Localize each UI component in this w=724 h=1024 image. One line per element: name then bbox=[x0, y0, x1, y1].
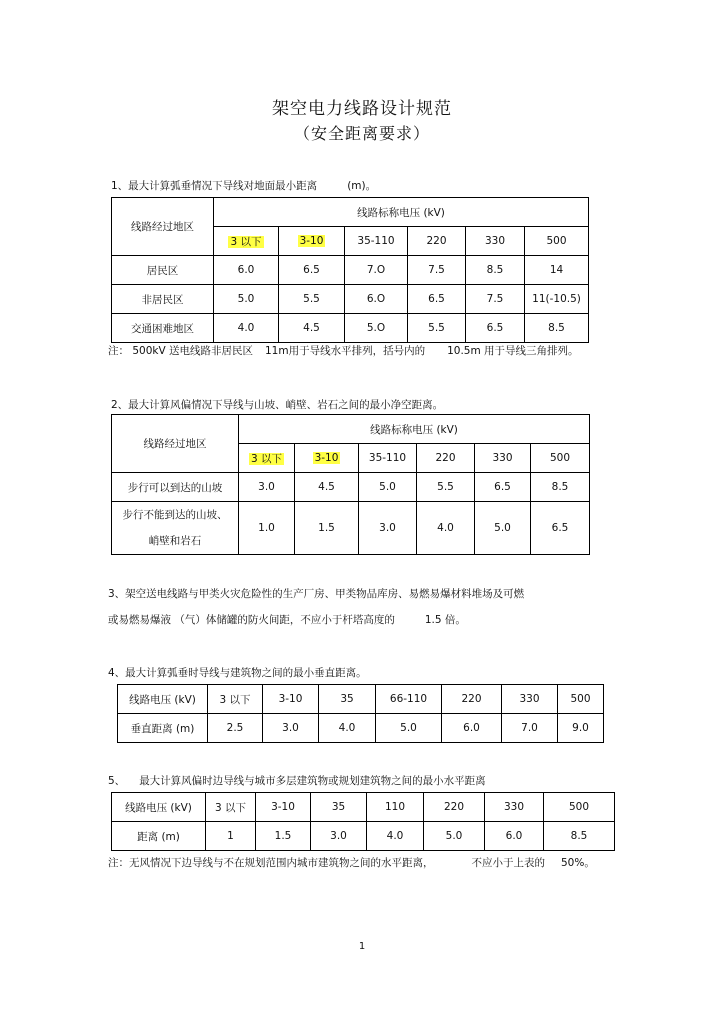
voltage-header: 220 bbox=[442, 685, 502, 714]
cell: 6.0 bbox=[485, 822, 544, 851]
table-row bbox=[112, 502, 590, 555]
voltage-header: 35 bbox=[319, 685, 376, 714]
voltage-header: 500 bbox=[544, 793, 615, 822]
cell: 4.0 bbox=[214, 314, 279, 343]
section5-number: 5、 bbox=[108, 775, 126, 787]
voltage-header: 3 以下 bbox=[208, 685, 263, 714]
voltage-header: 500 bbox=[558, 685, 604, 714]
row-label bbox=[112, 502, 239, 555]
table-row bbox=[112, 256, 589, 285]
table-ground-clearance bbox=[111, 197, 589, 343]
voltage-header: 500 bbox=[525, 227, 589, 256]
section1-heading-text: 1、最大计算弧垂情况下导线对地面最小距离 bbox=[111, 180, 318, 192]
section2-heading: 2、最大计算风偏情况下导线与山坡、峭壁、岩石之间的最小净空距离。 bbox=[111, 399, 444, 411]
cell: 3.0 bbox=[311, 822, 367, 851]
note-part: 注： 500kV 送电线路非居民区 bbox=[108, 345, 253, 357]
voltage-header: 220 bbox=[424, 793, 485, 822]
cell: 8.5 bbox=[544, 822, 615, 851]
cell: 6.0 bbox=[442, 714, 502, 743]
table-vertical-distance bbox=[117, 684, 604, 743]
cell: 5.0 bbox=[424, 822, 485, 851]
row-label: 垂直距离 (m) bbox=[118, 714, 208, 743]
cell: 14 bbox=[525, 256, 589, 285]
voltage-header: 3-10 bbox=[256, 793, 311, 822]
cell: 5.0 bbox=[475, 502, 531, 555]
highlighted-voltage: 3-10 bbox=[299, 235, 324, 247]
cell: 4.0 bbox=[319, 714, 376, 743]
note-part: 10.5m 用于导线三角排列。 bbox=[447, 345, 579, 357]
row-label-line: 峭壁和岩石 bbox=[148, 535, 202, 547]
cell: 1 bbox=[206, 822, 256, 851]
section5-heading-text: 最大计算风偏时边导线与城市多层建筑物或规划建筑物之间的最小水平距离 bbox=[139, 775, 486, 787]
voltage-header: 220 bbox=[417, 444, 475, 473]
document-subtitle: （安全距离要求） bbox=[293, 124, 430, 143]
table-row bbox=[112, 285, 589, 314]
cell: 4.0 bbox=[417, 502, 475, 555]
cell: 5.5 bbox=[417, 473, 475, 502]
row-label: 居民区 bbox=[112, 256, 214, 285]
header-area: 线路经过地区 bbox=[112, 198, 214, 256]
header-voltage-group: 线路标称电压 (kV) bbox=[239, 415, 590, 444]
table-terrain-clearance bbox=[111, 414, 590, 555]
cell: 7.5 bbox=[408, 256, 466, 285]
section1-heading bbox=[111, 178, 376, 193]
highlighted-voltage: 3 以下 bbox=[230, 235, 262, 248]
note-part: 注：无风情况下边导线与不在规划范围内城市建筑物之间的水平距离， bbox=[108, 857, 434, 869]
section3-value: 1.5 倍。 bbox=[424, 614, 466, 626]
header-label: 线路电压 (kV) bbox=[118, 685, 208, 714]
row-label: 步行可以到达的山坡 bbox=[112, 473, 239, 502]
table-row bbox=[118, 714, 604, 743]
cell: 2.5 bbox=[208, 714, 263, 743]
section5-note bbox=[108, 855, 595, 870]
cell: 1.5 bbox=[295, 502, 359, 555]
cell: 8.5 bbox=[531, 473, 590, 502]
section3-line2 bbox=[108, 612, 466, 627]
voltage-header: 500 bbox=[531, 444, 590, 473]
cell: 6.5 bbox=[408, 285, 466, 314]
section5-heading bbox=[108, 773, 486, 788]
header-area: 线路经过地区 bbox=[112, 415, 239, 473]
cell: 6.O bbox=[345, 285, 408, 314]
table-row bbox=[112, 822, 615, 851]
cell: 11(-10.5) bbox=[525, 285, 589, 314]
highlighted-voltage: 3-10 bbox=[314, 452, 339, 464]
section1-heading-unit: (m)。 bbox=[347, 180, 377, 192]
cell: 5.O bbox=[345, 314, 408, 343]
header-label: 线路电压 (kV) bbox=[112, 793, 206, 822]
voltage-header: 330 bbox=[502, 685, 558, 714]
document-title: 架空电力线路设计规范 bbox=[272, 99, 452, 119]
cell: 4.5 bbox=[279, 314, 345, 343]
table-row bbox=[118, 685, 604, 714]
section3-text: 或易燃易爆液 （气）体储罐的防火间距，不应小于杆塔高度的 bbox=[108, 614, 395, 626]
voltage-header: 220 bbox=[408, 227, 466, 256]
cell: 6.5 bbox=[531, 502, 590, 555]
voltage-header: 66-110 bbox=[376, 685, 442, 714]
cell: 6.5 bbox=[279, 256, 345, 285]
voltage-header bbox=[295, 444, 359, 473]
section1-note bbox=[108, 343, 579, 358]
highlighted-voltage: 3 以下 bbox=[250, 452, 283, 465]
voltage-header bbox=[239, 444, 295, 473]
voltage-header: 35-110 bbox=[345, 227, 408, 256]
cell: 8.5 bbox=[525, 314, 589, 343]
voltage-header: 35 bbox=[311, 793, 367, 822]
cell: 7.5 bbox=[466, 285, 525, 314]
cell: 7.O bbox=[345, 256, 408, 285]
row-label: 非居民区 bbox=[112, 285, 214, 314]
voltage-header: 330 bbox=[475, 444, 531, 473]
cell: 5.5 bbox=[408, 314, 466, 343]
cell: 3.0 bbox=[263, 714, 319, 743]
voltage-header: 3 以下 bbox=[206, 793, 256, 822]
cell: 6.0 bbox=[214, 256, 279, 285]
note-part: 50%。 bbox=[561, 857, 595, 869]
cell: 7.0 bbox=[502, 714, 558, 743]
header-voltage-group: 线路标称电压 (kV) bbox=[214, 198, 589, 227]
voltage-header: 330 bbox=[466, 227, 525, 256]
voltage-header bbox=[279, 227, 345, 256]
cell: 6.5 bbox=[475, 473, 531, 502]
cell: 6.5 bbox=[466, 314, 525, 343]
note-part: 不应小于上表的 bbox=[471, 857, 545, 869]
voltage-header bbox=[214, 227, 279, 256]
cell: 4.5 bbox=[295, 473, 359, 502]
cell: 3.0 bbox=[239, 473, 295, 502]
voltage-header: 35-110 bbox=[359, 444, 417, 473]
table-row bbox=[112, 793, 615, 822]
table-row bbox=[112, 473, 590, 502]
voltage-header: 330 bbox=[485, 793, 544, 822]
cell: 5.0 bbox=[359, 473, 417, 502]
row-label: 交通困难地区 bbox=[112, 314, 214, 343]
row-label-line: 步行不能到达的山坡、 bbox=[122, 509, 228, 521]
note-part: 11m用于导线水平排列，括号内的 bbox=[264, 345, 426, 357]
cell: 1.0 bbox=[239, 502, 295, 555]
table-horizontal-distance bbox=[111, 792, 615, 851]
row-label: 距离 (m) bbox=[112, 822, 206, 851]
cell: 5.0 bbox=[214, 285, 279, 314]
page-number: 1 bbox=[358, 941, 366, 952]
voltage-header: 110 bbox=[367, 793, 424, 822]
voltage-header: 3-10 bbox=[263, 685, 319, 714]
section3-line1: 3、架空送电线路与甲类火灾危险性的生产厂房、甲类物品库房、易燃易爆材料堆场及可燃 bbox=[108, 588, 525, 600]
cell: 9.0 bbox=[558, 714, 604, 743]
cell: 1.5 bbox=[256, 822, 311, 851]
cell: 4.0 bbox=[367, 822, 424, 851]
section4-heading: 4、最大计算弧垂时导线与建筑物之间的最小垂直距离。 bbox=[108, 667, 367, 679]
table-row bbox=[112, 314, 589, 343]
cell: 3.0 bbox=[359, 502, 417, 555]
cell: 8.5 bbox=[466, 256, 525, 285]
cell: 5.0 bbox=[376, 714, 442, 743]
cell: 5.5 bbox=[279, 285, 345, 314]
